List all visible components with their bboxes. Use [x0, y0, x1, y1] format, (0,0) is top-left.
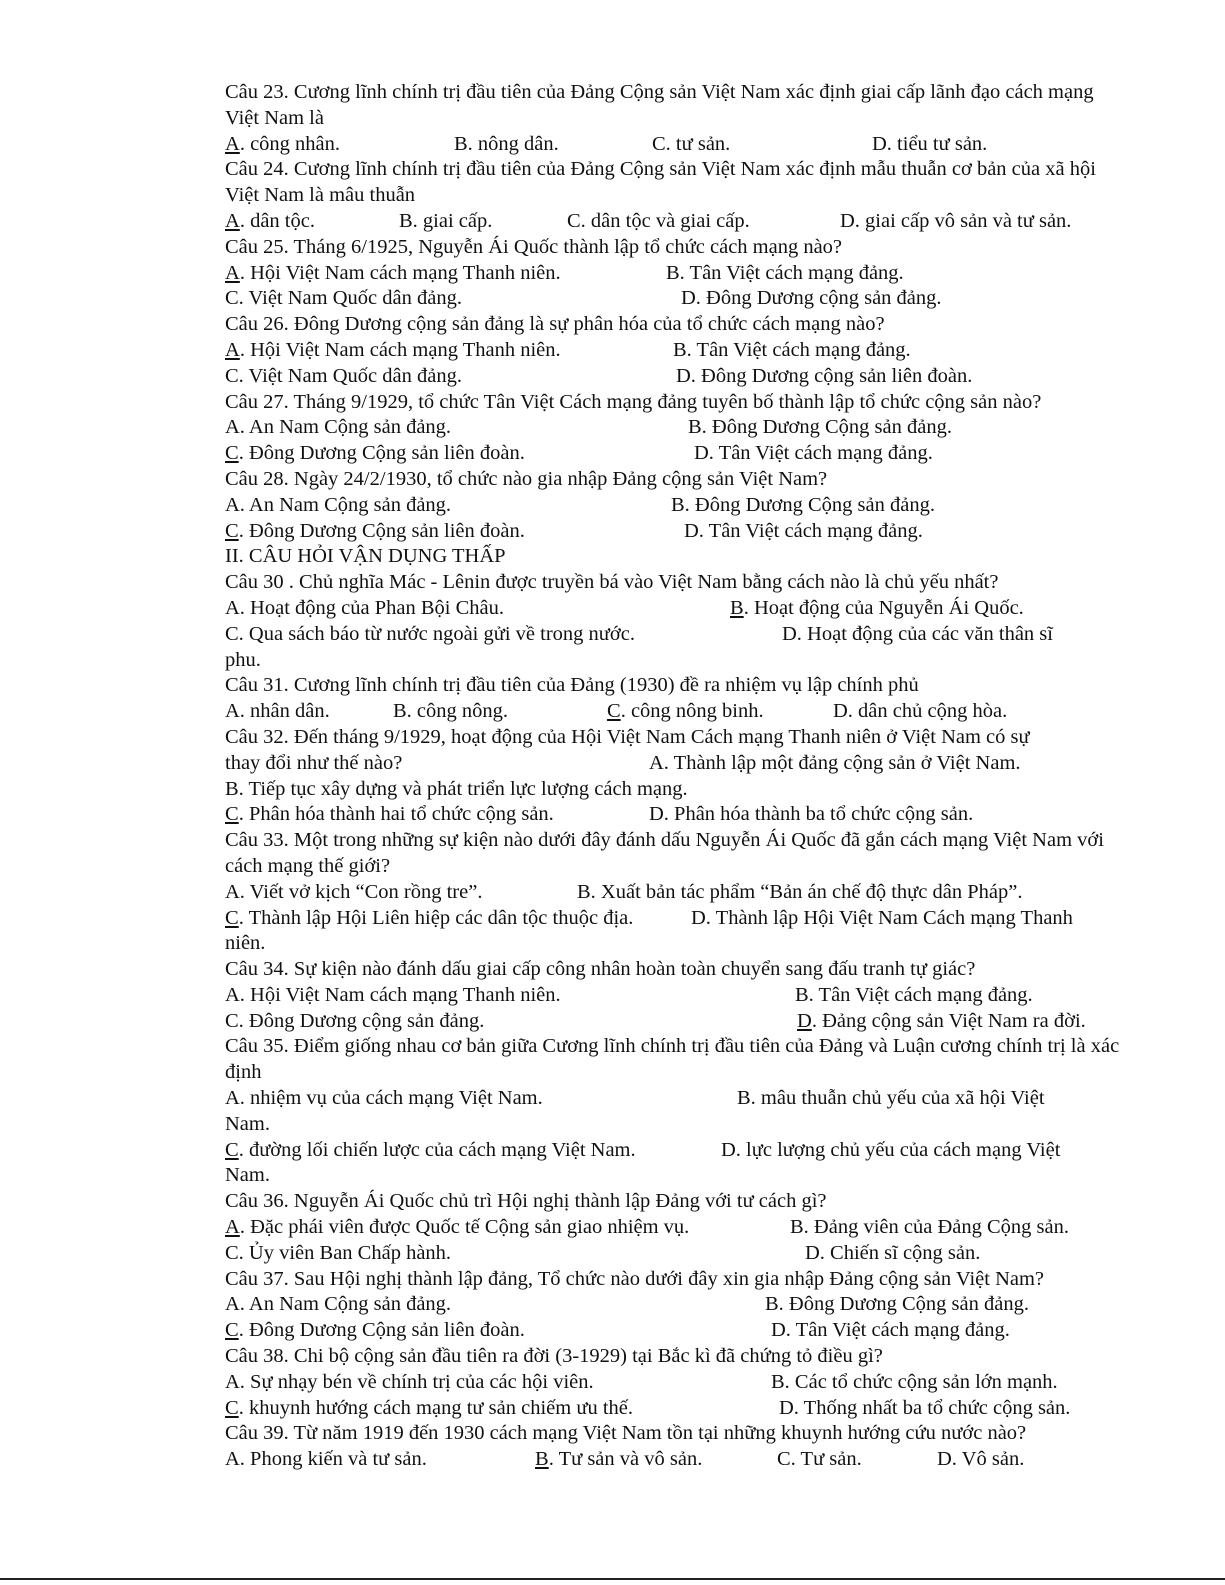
question-38: Câu 38. Chi bộ cộng sản đầu tiên ra đời (3-1929) tại Bắc kì đã chứng tỏ điều gì?: [225, 1345, 883, 1368]
option-b-continuation: Nam.: [225, 1112, 270, 1135]
option-b: B. công nông.: [393, 700, 509, 723]
answer-letter: A: [225, 338, 240, 361]
option-c: . Đông Dương Cộng sản liên đoàn.: [238, 442, 525, 465]
options-37-row1: [225, 1292, 1130, 1318]
option-c: . Thành lập Hội Liên hiệp các dân tộc thuộc địa.: [238, 906, 634, 929]
option-d: D. lực lượng chủ yếu của cách mạng Việt: [721, 1138, 1061, 1161]
option-c: . khuynh hướng cách mạng tư sản chiếm ưu thế.: [238, 1396, 633, 1419]
option-c: C. tư sản.: [652, 132, 731, 155]
question-39: Câu 39. Từ năm 1919 đến 1930 cách mạng Việt Nam tồn tại những khuynh hướng cứu nước nào?: [225, 1422, 1027, 1445]
option-b: B. Tân Việt cách mạng đảng.: [673, 338, 911, 361]
option-d: D. Hoạt động của các văn thân sĩ: [782, 622, 1053, 645]
option-c: C. Tư sản.: [777, 1448, 862, 1471]
answer-letter: A: [225, 132, 240, 155]
options-25-row2: [225, 286, 1130, 312]
question-27: Câu 27. Tháng 9/1929, tổ chức Tân Việt Cách mạng đảng tuyên bố thành lập tổ chức cộng sản nào?: [225, 390, 1042, 413]
options-27-row1: [225, 415, 1130, 441]
question-31: Câu 31. Cương lĩnh chính trị đầu tiên của Đảng (1930) đề ra nhiệm vụ lập chính phủ: [225, 674, 919, 697]
question-33: Câu 33. Một trong những sự kiện nào dưới đây đánh dấu Nguyễn Ái Quốc đã gắn cách mạng Việt Nam với cách mạng thế giới?: [225, 829, 1104, 877]
options-38-row1: [225, 1370, 1130, 1396]
option-a: A. An Nam Cộng sản đảng.: [225, 1293, 452, 1316]
option-c: C. Qua sách báo từ nước ngoài gửi về trong nước.: [225, 622, 635, 645]
options-33-row2: [225, 906, 1130, 932]
answer-letter: C: [225, 1319, 239, 1342]
answer-letter: C: [225, 803, 239, 826]
option-c: . Phân hóa thành hai tổ chức cộng sản.: [238, 803, 554, 826]
option-b: B. mâu thuẫn chủ yếu của xã hội Việt: [737, 1087, 1045, 1110]
option-b: B. Đông Dương Cộng sản đảng.: [765, 1293, 1029, 1316]
answer-letter: C: [225, 906, 239, 929]
option-b: B. Các tổ chức cộng sản lớn mạnh.: [771, 1370, 1058, 1393]
options-37-row2: [225, 1318, 1130, 1344]
option-a: A. nhân dân.: [225, 700, 330, 723]
option-d: D. Tân Việt cách mạng đảng.: [684, 519, 923, 542]
answer-letter: B: [730, 596, 744, 619]
option-b: B. Đông Dương Cộng sản đảng.: [688, 416, 952, 439]
options-33-row1: [225, 880, 1130, 906]
option-a: . công nhân.: [239, 132, 341, 155]
option-d: D. Thành lập Hội Việt Nam Cách mạng Thanh: [691, 906, 1073, 929]
option-d: D. giai cấp vô sản và tư sản.: [840, 209, 1072, 232]
option-c: C. Đông Dương cộng sản đảng.: [225, 1009, 485, 1032]
option-d: D. dân chủ cộng hòa.: [833, 700, 1008, 723]
question-34: Câu 34. Sự kiện nào đánh dấu giai cấp công nhân hoàn toàn chuyển sang đấu tranh tự giác?: [225, 958, 976, 981]
question-35: Câu 35. Điểm giống nhau cơ bản giữa Cương lĩnh chính trị đầu tiên của Đảng và Luận cương chính trị là xác định: [225, 1035, 1120, 1084]
options-31: [225, 699, 1130, 725]
question-24: Câu 24. Cương lĩnh chính trị đầu tiên của Đảng Cộng sản Việt Nam xác định mẫu thuẫn cơ bản của xã hội Việt Nam là mâu thuẫn: [225, 158, 1096, 207]
answer-letter: C: [607, 700, 621, 723]
answer-letter: D: [797, 1009, 812, 1032]
options-30-row1: [225, 596, 1130, 622]
question-30: Câu 30 . Chủ nghĩa Mác - Lênin được truyền bá vào Việt Nam bằng cách nào là chủ yếu nhất?: [225, 571, 999, 594]
option-a: A. Phong kiến và tư sản.: [225, 1448, 427, 1471]
option-b: B. Đông Dương Cộng sản đảng.: [671, 493, 935, 516]
question-32-line2: thay đổi như thế nào?: [225, 751, 403, 774]
answer-letter: C: [225, 1396, 239, 1419]
question-37: Câu 37. Sau Hội nghị thành lập đảng, Tổ chức nào dưới đây xin gia nhập Đảng cộng sản Việt Nam?: [225, 1267, 1045, 1290]
option-a: A. nhiệm vụ của cách mạng Việt Nam.: [225, 1087, 543, 1110]
option-d: D. Đông Dương cộng sản đảng.: [681, 287, 942, 310]
options-35-row1: [225, 1086, 1130, 1112]
option-b-line: B. Tiếp tục xây dựng và phát triển lực lượng cách mạng.: [225, 777, 688, 800]
question-26: Câu 26. Đông Dương cộng sản đảng là sự phân hóa của tổ chức cách mạng nào?: [225, 313, 885, 336]
options-28-row2: [225, 519, 1130, 545]
option-d: D. Thống nhất ba tổ chức cộng sản.: [779, 1396, 1071, 1419]
option-a: . Hội Việt Nam cách mạng Thanh niên.: [239, 338, 561, 361]
options-36-row1: [225, 1215, 1130, 1241]
answer-letter: C: [225, 442, 239, 465]
options-32-row: [225, 802, 1130, 828]
options-26-row2: [225, 364, 1130, 390]
page-bottom-rule: [0, 1578, 1225, 1580]
options-39: [225, 1447, 1130, 1473]
option-a: . Đặc phái viên được Quốc tế Cộng sản giao nhiệm vụ.: [239, 1216, 690, 1239]
option-d-continuation: Nam.: [225, 1164, 270, 1187]
option-d: D. tiểu tư sản.: [872, 132, 988, 155]
options-28-row1: [225, 493, 1130, 519]
option-b: B. Tân Việt cách mạng đảng.: [666, 261, 904, 284]
option-a: A. Thành lập một đảng cộng sản ở Việt Nam.: [649, 751, 1021, 774]
options-24: [225, 209, 1130, 235]
option-a: A. Sự nhạy bén về chính trị của các hội viên.: [225, 1370, 594, 1393]
option-d: D. Phân hóa thành ba tổ chức cộng sản.: [649, 803, 974, 826]
answer-letter: C: [225, 519, 239, 542]
answer-letter: A: [225, 261, 240, 284]
option-d: . Đảng cộng sản Việt Nam ra đời.: [811, 1009, 1086, 1032]
option-a: A. Hội Việt Nam cách mạng Thanh niên.: [225, 983, 561, 1006]
option-a: A. Hoạt động của Phan Bội Châu.: [225, 596, 504, 619]
question-25: Câu 25. Tháng 6/1925, Nguyễn Ái Quốc thành lập tổ chức cách mạng nào?: [225, 235, 843, 258]
options-38-row2: [225, 1396, 1130, 1422]
options-34-row1: [225, 983, 1130, 1009]
option-c: C. Ủy viên Ban Chấp hành.: [225, 1241, 452, 1264]
options-35-row2: [225, 1138, 1130, 1164]
option-d: D. Tân Việt cách mạng đảng.: [694, 442, 933, 465]
option-d: D. Chiến sĩ cộng sản.: [805, 1241, 981, 1264]
question-32: Câu 32. Đến tháng 9/1929, hoạt động của Hội Việt Nam Cách mạng Thanh niên ở Việt Nam có sự: [225, 725, 1030, 748]
answer-letter: C: [225, 1138, 239, 1161]
options-25-row1: [225, 261, 1130, 287]
option-a: A. Viết vở kịch “Con rồng tre”.: [225, 880, 483, 903]
option-c: C. dân tộc và giai cấp.: [567, 209, 750, 232]
option-d-continuation: phu.: [225, 648, 261, 671]
option-c: . công nông binh.: [620, 700, 764, 723]
options-30-row2: [225, 622, 1130, 648]
option-c: . đường lối chiến lược của cách mạng Việt Nam.: [238, 1138, 636, 1161]
option-b: . Hoạt động của Nguyễn Ái Quốc.: [743, 596, 1024, 619]
question-23: Câu 23. Cương lĩnh chính trị đầu tiên của Đảng Cộng sản Việt Nam xác định giai cấp lãnh đạo cách mạng Việt Nam là: [225, 81, 1094, 129]
options-36-row2: [225, 1241, 1130, 1267]
section-heading: II. CÂU HỎI VẬN DỤNG THẤP: [225, 545, 506, 568]
option-d: D. Đông Dương cộng sản liên đoàn.: [676, 364, 973, 387]
option-a: A. An Nam Cộng sản đảng.: [225, 416, 452, 439]
option-a: . dân tộc.: [239, 209, 315, 232]
question-28: Câu 28. Ngày 24/2/1930, tổ chức nào gia nhập Đảng cộng sản Việt Nam?: [225, 467, 828, 490]
document-page: [225, 80, 1130, 1473]
option-d: D. Tân Việt cách mạng đảng.: [771, 1319, 1010, 1342]
options-34-row2: [225, 1009, 1130, 1035]
question-32-cont: [225, 751, 1130, 777]
option-b: B. Đảng viên của Đảng Cộng sản.: [790, 1216, 1069, 1239]
option-a: A. An Nam Cộng sản đảng.: [225, 493, 452, 516]
option-d: D. Vô sản.: [937, 1448, 1025, 1471]
options-23: [225, 132, 1130, 158]
answer-letter: A: [225, 1216, 240, 1239]
options-27-row2: [225, 441, 1130, 467]
option-c: . Đông Dương Cộng sản liên đoàn.: [238, 1319, 525, 1342]
option-b: . Tư sản và vô sản.: [548, 1448, 703, 1471]
question-36: Câu 36. Nguyễn Ái Quốc chủ trì Hội nghị thành lập Đảng với tư cách gì?: [225, 1190, 827, 1213]
answer-letter: B: [535, 1448, 549, 1471]
option-b: B. giai cấp.: [399, 209, 493, 232]
option-c: C. Việt Nam Quốc dân đảng.: [225, 287, 462, 310]
option-c: C. Việt Nam Quốc dân đảng.: [225, 364, 462, 387]
option-c: . Đông Dương Cộng sản liên đoàn.: [238, 519, 525, 542]
option-b: B. nông dân.: [454, 132, 559, 155]
options-26-row1: [225, 338, 1130, 364]
option-d-continuation: niên.: [225, 932, 266, 955]
option-b: B. Xuất bản tác phẩm “Bản án chế độ thực dân Pháp”.: [577, 880, 1023, 903]
option-b: B. Tân Việt cách mạng đảng.: [795, 983, 1033, 1006]
answer-letter: A: [225, 209, 240, 232]
option-a: . Hội Việt Nam cách mạng Thanh niên.: [239, 261, 561, 284]
